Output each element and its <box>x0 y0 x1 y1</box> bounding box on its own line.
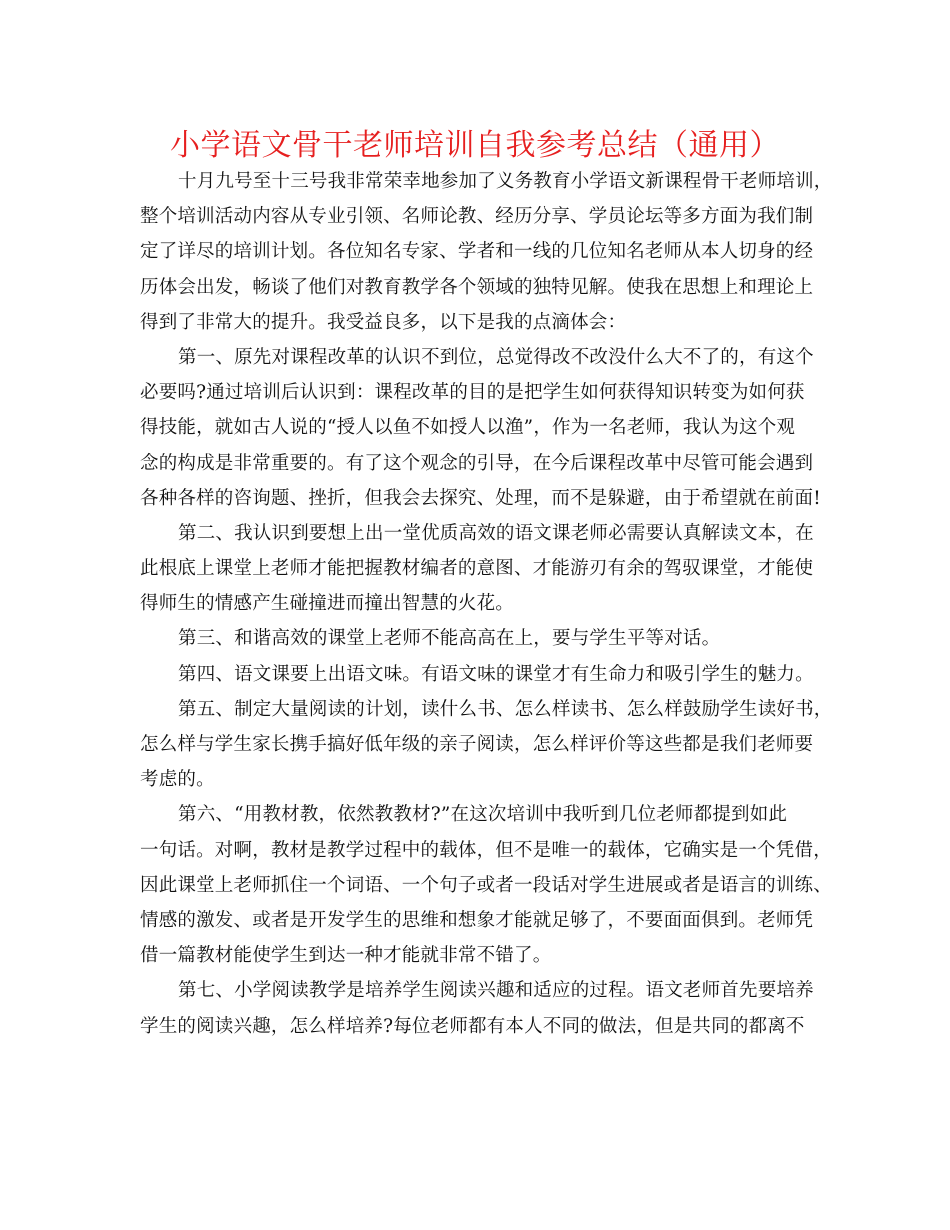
text-line: 怎么样与学生家长携手搞好低年级的亲子阅读，怎么样评价等这些都是我们老师要 <box>140 734 814 755</box>
text-line: 第六、“用教材教，依然教教材?”在这次培训中我听到几位老师都提到如此 <box>178 804 788 826</box>
text-line: 得师生的情感产生碰撞进而撞出智慧的火花。 <box>140 593 515 615</box>
text-line: 第一、原先对课程改革的认识不到位，总觉得改不改没什么大不了的，有这个 <box>178 346 814 368</box>
text-line: 第二、我认识到要想上出一堂优质高效的语文课老师必需要认真解读文本，在 <box>178 522 814 544</box>
text-line: 十月九号至十三号我非常荣幸地参加了义务教育小学语文新课程骨干老师培训， <box>178 171 833 192</box>
text-line: 念的构成是非常重要的。有了这个观念的引导，在今后课程改革中尽管可能会遇到 <box>140 452 814 474</box>
text-line: 一句话。对啊，教材是教学过程中的载体，但不是唯一的载体，它确实是一个凭借， <box>140 839 832 861</box>
text-line: 因此课堂上老师抓住一个词语、一个句子或者一段话对学生进展或者是语言的训练、 <box>140 874 832 896</box>
text-line: 情感的激发、或者是开发学生的思维和想象才能就足够了，不要面面俱到。老师凭 <box>140 909 814 931</box>
text-line: 第五、制定大量阅读的计划，读什么书、怎么样读书、怎么样鼓励学生读好书， <box>178 698 833 720</box>
text-line: 得技能，就如古人说的“授人以鱼不如授人以渔”，作为一名老师，我认为这个观 <box>140 417 796 439</box>
text-line: 此根底上课堂上老师才能把握教材编者的意图、才能游刃有余的驾驭课堂，才能使 <box>140 558 814 580</box>
document-title: 小学语文骨干老师培训自我参考总结（通用） <box>170 128 780 163</box>
text-line: 历体会出发，畅谈了他们对教育教学各个领域的独特见解。使我在思想上和理论上 <box>140 276 814 298</box>
text-line: 学生的阅读兴趣，怎么样培养?每位老师都有本人不同的做法，但是共同的都离不 <box>140 1015 805 1037</box>
text-line: 第七、小学阅读教学是培养学生阅读兴趣和适应的过程。语文老师首先要培养 <box>178 980 814 1002</box>
text-line: 考虑的。 <box>140 769 215 791</box>
text-line: 定了详尽的培训计划。各位知名专家、学者和一线的几位知名老师从本人切身的经 <box>140 241 814 263</box>
text-line: 各种各样的咨询题、挫折，但我会去探究、处理，而不是躲避，由于希望就在前面! <box>140 487 821 509</box>
text-line: 得到了非常大的提升。我受益良多，以下是我的点滴体会： <box>140 311 627 333</box>
text-line: 第三、和谐高效的课堂上老师不能高高在上，要与学生平等对话。 <box>178 628 721 650</box>
text-line: 第四、语文课要上出语文味。有语文味的课堂才有生命力和吸引学生的魅力。 <box>178 663 814 685</box>
text-line: 整个培训活动内容从专业引领、名师论教、经历分享、学员论坛等多方面为我们制 <box>140 206 814 228</box>
text-line: 借一篇教材能使学生到达一种才能就非常不错了。 <box>140 945 552 967</box>
document-body <box>140 164 833 1044</box>
text-line: 必要吗?通过培训后认识到：课程改革的目的是把学生如何获得知识转变为如何获 <box>140 382 805 404</box>
